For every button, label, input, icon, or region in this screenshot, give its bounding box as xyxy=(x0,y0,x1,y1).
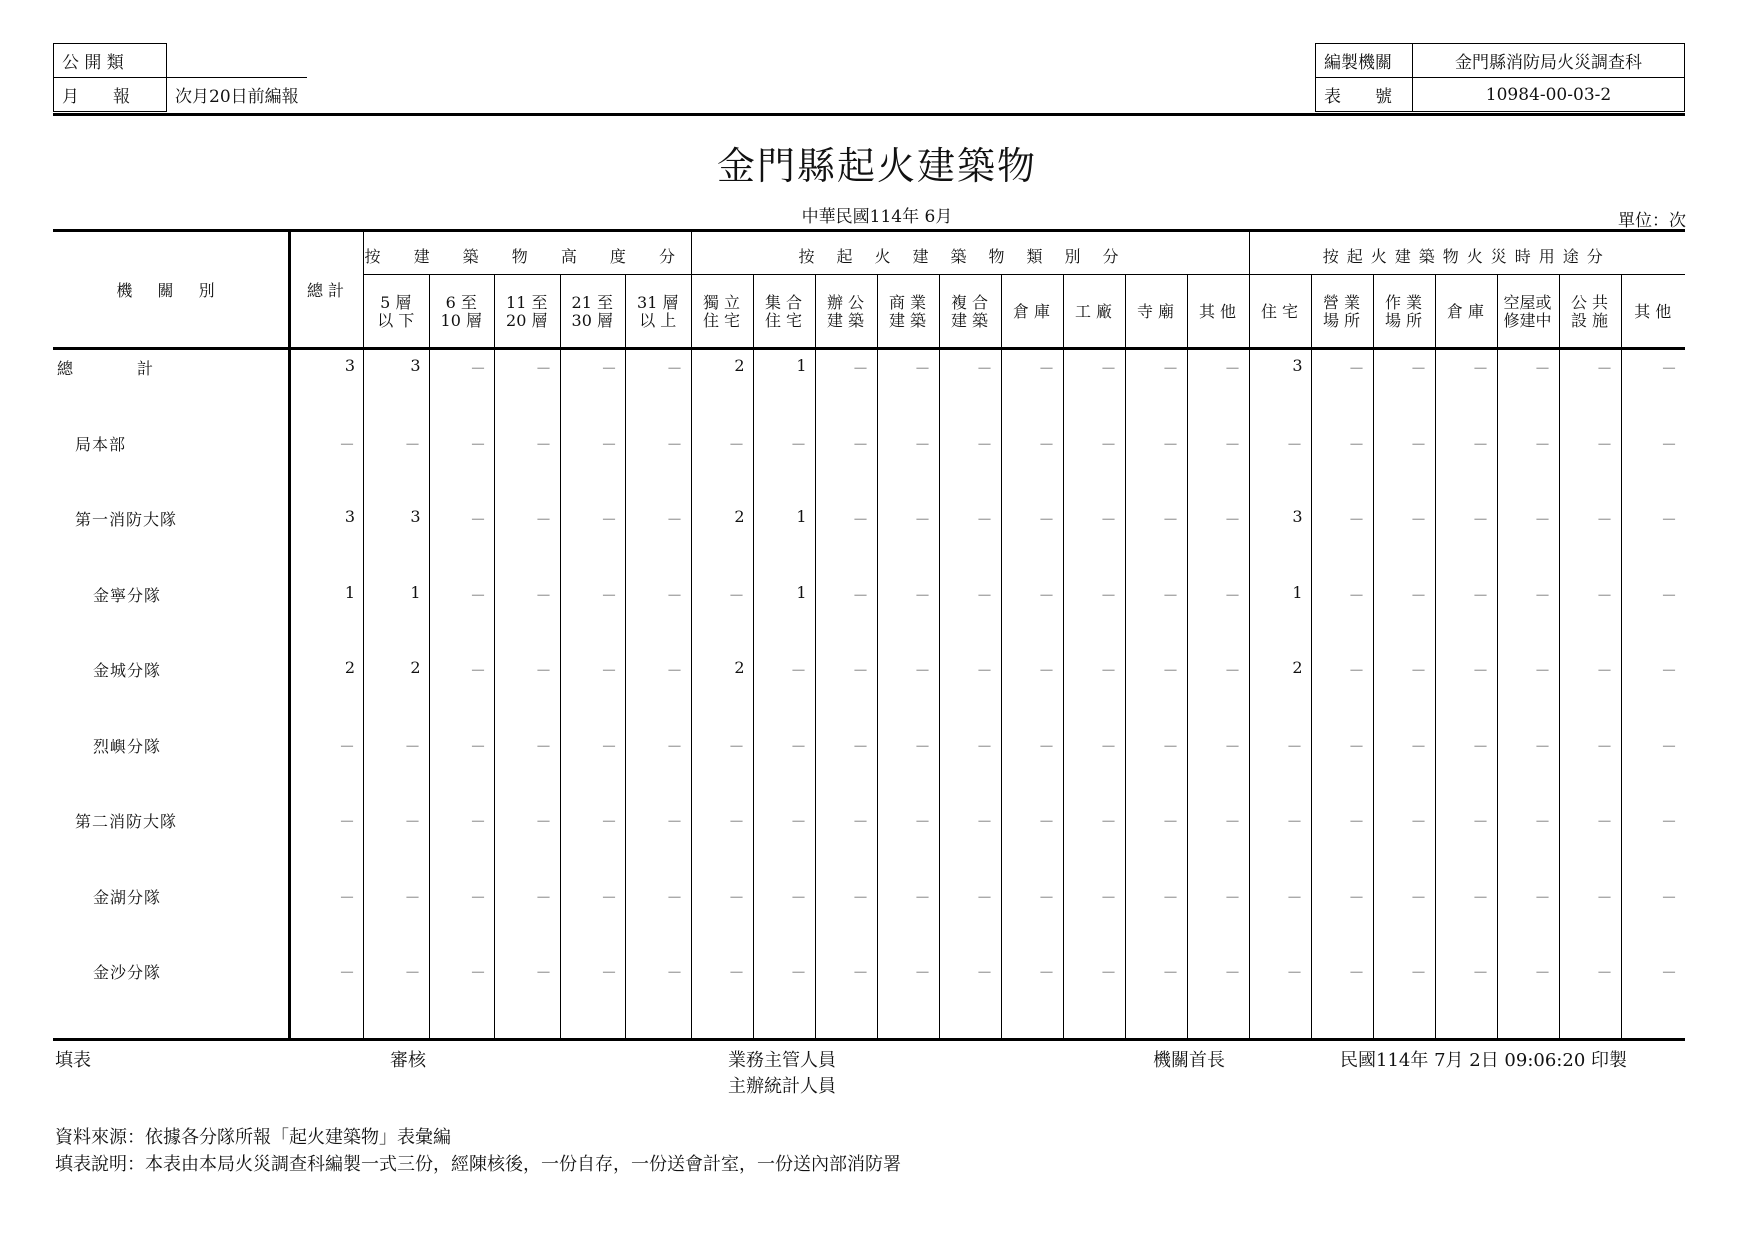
table-cell: 3 xyxy=(410,507,421,526)
row-label: 金寧分隊 xyxy=(93,585,162,605)
table-cell: － xyxy=(404,887,421,907)
header-bottom-rule xyxy=(53,347,1685,350)
table-cell: － xyxy=(666,510,683,529)
table-cell: － xyxy=(1596,585,1613,605)
table-cell: － xyxy=(1224,359,1241,378)
table-cell: － xyxy=(1660,510,1677,529)
column-header: 修建中 xyxy=(1503,311,1552,330)
column-header: 11 至 xyxy=(506,293,548,312)
table-cell: － xyxy=(600,963,617,982)
table-cell: － xyxy=(1100,585,1117,605)
table-cell: － xyxy=(1162,661,1179,680)
table-cell: － xyxy=(1100,736,1117,756)
table-cell: － xyxy=(404,434,421,454)
table-cell: － xyxy=(914,510,931,529)
column-divider xyxy=(494,274,495,1038)
table-cell: － xyxy=(1100,887,1117,907)
table-cell: － xyxy=(1472,359,1489,378)
table-cell: － xyxy=(1286,434,1303,454)
table-cell: － xyxy=(1038,510,1055,529)
footer-printed: 民國114年 7月 2日 09:06:20 印製 xyxy=(1340,1050,1627,1071)
column-header: 21 至 xyxy=(571,293,613,312)
type-group-header: 按起火建築物類別分 xyxy=(798,247,1141,266)
table-cell: － xyxy=(600,736,617,756)
table-cell: 2 xyxy=(344,658,355,677)
agency-value: 金門縣消防局火災調查科 xyxy=(1413,44,1685,78)
column-header: 場 所 xyxy=(1322,311,1361,330)
table-cell: － xyxy=(790,963,807,982)
table-cell: － xyxy=(338,434,355,454)
table-cell: － xyxy=(1348,963,1365,982)
table-cell: － xyxy=(338,887,355,907)
table-cell: － xyxy=(914,887,931,907)
table-cell: － xyxy=(728,963,745,982)
table-cell: － xyxy=(1038,585,1055,605)
page-title: 金門縣起火建築物 xyxy=(716,144,1037,188)
footer-statistician: 主辦統計人員 xyxy=(728,1076,836,1097)
table-cell: － xyxy=(600,812,617,831)
table-cell: － xyxy=(790,887,807,907)
table-cell: － xyxy=(469,812,486,831)
table-cell: － xyxy=(790,434,807,454)
table-cell: － xyxy=(914,359,931,378)
table-cell: － xyxy=(1348,736,1365,756)
column-divider xyxy=(363,232,364,1038)
table-cell: － xyxy=(728,585,745,605)
table-cell: － xyxy=(1596,736,1613,756)
table-cell: － xyxy=(1472,434,1489,454)
column-header: 其 他 xyxy=(1634,302,1672,321)
column-divider xyxy=(1311,274,1312,1038)
column-header: 10 層 xyxy=(440,311,482,330)
agency-box xyxy=(1315,43,1685,112)
table-cell: － xyxy=(404,963,421,982)
table-cell: － xyxy=(976,585,993,605)
table-cell: － xyxy=(666,661,683,680)
table-cell: － xyxy=(1224,963,1241,982)
table-cell: － xyxy=(1038,434,1055,454)
column-header: 工 廠 xyxy=(1074,302,1113,321)
table-cell: － xyxy=(1660,359,1677,378)
table-cell: 2 xyxy=(410,658,421,677)
column-divider xyxy=(1249,232,1250,1038)
column-divider xyxy=(939,274,940,1038)
table-cell: － xyxy=(728,736,745,756)
table-cell: － xyxy=(1660,963,1677,982)
table-cell: － xyxy=(1660,887,1677,907)
table-cell: － xyxy=(852,736,869,756)
table-cell: － xyxy=(1162,585,1179,605)
column-header: 空屋或 xyxy=(1503,293,1552,312)
table-cell: － xyxy=(1410,434,1427,454)
column-divider xyxy=(1063,274,1064,1038)
table-cell: － xyxy=(1286,887,1303,907)
column-header: 場 所 xyxy=(1384,311,1423,330)
table-cell: － xyxy=(666,812,683,831)
table-cell: － xyxy=(852,585,869,605)
column-divider xyxy=(560,274,561,1038)
report-deadline: 次月20日前編報 xyxy=(167,78,307,112)
table-cell: － xyxy=(1348,812,1365,831)
table-cell: － xyxy=(1162,434,1179,454)
table-cell: 3 xyxy=(1292,507,1303,526)
use-group-header: 按起火建築物火災時用途分 xyxy=(1322,247,1611,266)
table-cell: － xyxy=(1660,585,1677,605)
footer-fill: 填表 xyxy=(55,1050,91,1071)
column-header: 住 宅 xyxy=(702,311,741,330)
table-cell: － xyxy=(1038,736,1055,756)
table-cell: － xyxy=(404,736,421,756)
table-cell: － xyxy=(1100,661,1117,680)
column-header: 以 下 xyxy=(377,311,415,330)
table-cell: － xyxy=(1348,510,1365,529)
table-cell: 2 xyxy=(734,356,745,375)
table-cell: － xyxy=(976,661,993,680)
column-divider xyxy=(1435,274,1436,1038)
table-cell: － xyxy=(1162,510,1179,529)
data-source-note: 資料來源：依據各分隊所報「起火建築物」表彙編 xyxy=(55,1127,451,1148)
table-cell: － xyxy=(600,359,617,378)
table-cell: － xyxy=(1410,736,1427,756)
table-cell: － xyxy=(1162,963,1179,982)
table-cell: － xyxy=(600,661,617,680)
table-cell: － xyxy=(1162,359,1179,378)
table-cell: － xyxy=(469,585,486,605)
table-cell: － xyxy=(535,434,552,454)
column-header: 住 宅 xyxy=(764,311,803,330)
table-cell: － xyxy=(1596,963,1613,982)
column-header: 辦 公 xyxy=(826,293,865,312)
table-cell: － xyxy=(666,963,683,982)
table-cell: 2 xyxy=(734,658,745,677)
table-cell: － xyxy=(1286,812,1303,831)
column-header: 倉 庫 xyxy=(1012,302,1051,321)
table-cell: － xyxy=(1660,661,1677,680)
column-header: 6 至 xyxy=(445,293,477,312)
footer-review: 審核 xyxy=(390,1050,426,1071)
table-cell: － xyxy=(600,510,617,529)
table-cell: － xyxy=(1100,510,1117,529)
table-cell: － xyxy=(404,812,421,831)
table-cell: － xyxy=(852,887,869,907)
table-cell: － xyxy=(1534,812,1551,831)
table-cell: － xyxy=(914,585,931,605)
table-cell: － xyxy=(666,736,683,756)
column-header: 集 合 xyxy=(764,293,803,312)
table-cell: － xyxy=(1224,887,1241,907)
table-cell: － xyxy=(1472,812,1489,831)
table-cell: － xyxy=(976,359,993,378)
table-cell: － xyxy=(1596,359,1613,378)
row-label: 金沙分隊 xyxy=(93,963,162,982)
total-header: 總 計 xyxy=(306,281,345,300)
table-cell: － xyxy=(535,359,552,378)
footer-manager: 業務主管人員 xyxy=(728,1050,836,1071)
table-cell: － xyxy=(535,736,552,756)
row-label: 烈嶼分隊 xyxy=(93,736,162,756)
column-divider xyxy=(1187,274,1188,1038)
table-cell: － xyxy=(976,434,993,454)
table-cell: － xyxy=(1472,585,1489,605)
statistics-table xyxy=(53,229,1685,1041)
table-cell: 3 xyxy=(1292,356,1303,375)
table-cell: － xyxy=(1410,585,1427,605)
row-label: 局本部 xyxy=(75,434,127,454)
table-cell: － xyxy=(1348,359,1365,378)
row-label: 第一消防大隊 xyxy=(75,510,178,529)
table-cell: － xyxy=(976,736,993,756)
table-cell: － xyxy=(852,661,869,680)
table-cell: － xyxy=(1348,661,1365,680)
table-cell: － xyxy=(790,736,807,756)
table-cell: － xyxy=(1100,359,1117,378)
column-divider xyxy=(877,274,878,1038)
column-header: 其 他 xyxy=(1198,302,1237,321)
table-cell: － xyxy=(914,434,931,454)
table-cell: － xyxy=(338,963,355,982)
table-cell: － xyxy=(600,434,617,454)
column-header: 設 施 xyxy=(1570,311,1609,330)
table-cell: － xyxy=(728,812,745,831)
form-number-label: 表 號 xyxy=(1316,78,1413,112)
table-cell: － xyxy=(666,434,683,454)
table-cell: － xyxy=(852,359,869,378)
table-cell: － xyxy=(976,510,993,529)
table-cell: － xyxy=(1224,434,1241,454)
row-label: 第二消防大隊 xyxy=(75,812,178,831)
table-cell: － xyxy=(469,736,486,756)
table-cell: － xyxy=(1534,585,1551,605)
table-cell: － xyxy=(1224,661,1241,680)
table-cell: － xyxy=(914,812,931,831)
table-cell: 3 xyxy=(410,356,421,375)
table-cell: － xyxy=(666,585,683,605)
table-cell: － xyxy=(1286,963,1303,982)
column-header: 獨 立 xyxy=(702,293,741,312)
table-cell: － xyxy=(1410,887,1427,907)
table-cell: － xyxy=(1472,510,1489,529)
table-cell: 3 xyxy=(344,507,355,526)
table-cell: － xyxy=(535,812,552,831)
table-cell: 1 xyxy=(344,582,355,602)
table-cell: － xyxy=(914,963,931,982)
column-header: 31 層 xyxy=(637,293,679,312)
table-cell: － xyxy=(1596,510,1613,529)
table-cell: － xyxy=(1534,736,1551,756)
column-header: 營 業 xyxy=(1322,293,1361,312)
table-cell: － xyxy=(1410,963,1427,982)
table-cell: － xyxy=(976,887,993,907)
table-cell: － xyxy=(1534,434,1551,454)
footer-chief: 機關首長 xyxy=(1153,1050,1225,1071)
table-cell: － xyxy=(1100,812,1117,831)
table-cell: 2 xyxy=(734,507,745,526)
table-cell: － xyxy=(666,359,683,378)
column-divider xyxy=(1559,274,1560,1038)
table-cell: － xyxy=(1162,812,1179,831)
column-header: 建 築 xyxy=(826,311,865,330)
table-cell: － xyxy=(1100,434,1117,454)
table-cell: － xyxy=(338,812,355,831)
table-cell: － xyxy=(852,510,869,529)
table-cell: － xyxy=(1534,359,1551,378)
table-cell: － xyxy=(1224,812,1241,831)
table-cell: － xyxy=(600,887,617,907)
table-cell: － xyxy=(1410,359,1427,378)
column-header: 住 宅 xyxy=(1260,302,1299,321)
table-cell: － xyxy=(1410,510,1427,529)
table-cell: － xyxy=(1660,812,1677,831)
column-header: 寺 廟 xyxy=(1136,302,1175,321)
column-divider xyxy=(429,274,430,1038)
table-cell: － xyxy=(976,963,993,982)
table-cell: － xyxy=(1596,887,1613,907)
column-header: 30 層 xyxy=(571,311,613,330)
table-cell: － xyxy=(338,736,355,756)
table-cell: － xyxy=(1596,812,1613,831)
table-cell: 1 xyxy=(796,356,807,375)
table-cell: 3 xyxy=(344,356,355,375)
column-divider xyxy=(753,274,754,1038)
table-cell: 1 xyxy=(796,507,807,526)
column-header: 倉 庫 xyxy=(1446,302,1485,321)
column-divider xyxy=(1125,274,1126,1038)
table-cell: － xyxy=(469,963,486,982)
column-divider xyxy=(1497,274,1498,1038)
table-cell: － xyxy=(469,434,486,454)
row-label: 金湖分隊 xyxy=(93,887,162,907)
group-header-rule xyxy=(363,274,1685,275)
table-cell: － xyxy=(1224,510,1241,529)
public-class-label: 公 開 類 xyxy=(54,44,167,78)
table-cell: － xyxy=(790,661,807,680)
column-divider xyxy=(288,232,291,1038)
table-cell: － xyxy=(1472,963,1489,982)
table-cell: － xyxy=(914,661,931,680)
column-header: 公 共 xyxy=(1570,293,1609,312)
column-header: 作 業 xyxy=(1384,293,1423,312)
column-header: 5 層 xyxy=(380,293,412,312)
stub-header: 機 關 別 xyxy=(116,281,225,300)
row-label: 金城分隊 xyxy=(93,661,162,680)
column-divider xyxy=(815,274,816,1038)
classification-box xyxy=(53,43,307,112)
table-cell: － xyxy=(1348,434,1365,454)
table-cell: － xyxy=(535,585,552,605)
table-cell: － xyxy=(1162,887,1179,907)
table-cell: － xyxy=(1472,887,1489,907)
column-header: 建 築 xyxy=(888,311,927,330)
table-cell: － xyxy=(852,963,869,982)
table-cell: － xyxy=(790,812,807,831)
table-cell: － xyxy=(1224,736,1241,756)
table-cell: － xyxy=(1660,736,1677,756)
table-cell: － xyxy=(1410,812,1427,831)
header-rule xyxy=(53,113,1685,116)
table-cell: － xyxy=(1038,963,1055,982)
table-cell: － xyxy=(1534,661,1551,680)
table-cell: － xyxy=(1472,736,1489,756)
table-cell: － xyxy=(535,510,552,529)
form-number-value: 10984-00-03-2 xyxy=(1413,78,1685,112)
table-cell: － xyxy=(1286,736,1303,756)
table-cell: － xyxy=(469,510,486,529)
table-cell: － xyxy=(1660,434,1677,454)
table-cell: － xyxy=(535,963,552,982)
table-cell: － xyxy=(1534,963,1551,982)
table-cell: － xyxy=(1534,510,1551,529)
unit-label: 單位：次 xyxy=(1618,211,1686,231)
table-cell: 1 xyxy=(796,582,807,602)
column-header: 20 層 xyxy=(506,311,548,330)
report-type-label: 月 報 xyxy=(54,78,167,112)
table-cell: 1 xyxy=(410,582,421,602)
column-header: 以 上 xyxy=(639,311,677,330)
table-cell: － xyxy=(976,812,993,831)
column-divider xyxy=(1373,274,1374,1038)
table-cell: － xyxy=(1596,434,1613,454)
table-cell: － xyxy=(1224,585,1241,605)
table-cell: － xyxy=(469,359,486,378)
column-divider xyxy=(691,232,692,1038)
table-cell: 2 xyxy=(1292,658,1303,677)
agency-label: 編製機關 xyxy=(1316,44,1413,78)
table-cell: － xyxy=(1038,812,1055,831)
table-cell: － xyxy=(535,887,552,907)
table-cell: － xyxy=(1038,359,1055,378)
table-cell: － xyxy=(852,434,869,454)
table-cell: 1 xyxy=(1292,582,1303,602)
table-cell: － xyxy=(1038,887,1055,907)
table-cell: － xyxy=(469,661,486,680)
column-divider xyxy=(625,274,626,1038)
height-group-header: 按 建 築 物 高 度 分 xyxy=(364,247,690,266)
row-label: 總 計 xyxy=(57,359,154,378)
table-cell: － xyxy=(1534,887,1551,907)
table-cell: － xyxy=(600,585,617,605)
table-cell: － xyxy=(1162,736,1179,756)
table-cell: － xyxy=(1038,661,1055,680)
explanation-note: 填表說明：本表由本局火災調查科編製一式三份，經陳核後，一份自存，一份送會計室，一份送內部消防署 xyxy=(55,1154,901,1175)
column-header: 商 業 xyxy=(888,293,927,312)
column-divider xyxy=(1621,274,1622,1038)
table-cell: － xyxy=(728,434,745,454)
table-cell: － xyxy=(1348,585,1365,605)
table-cell: － xyxy=(1348,887,1365,907)
column-header: 複 合 xyxy=(950,293,989,312)
table-cell: － xyxy=(1100,963,1117,982)
table-cell: － xyxy=(914,736,931,756)
table-cell: － xyxy=(666,887,683,907)
table-cell: － xyxy=(1596,661,1613,680)
table-cell: － xyxy=(535,661,552,680)
table-cell: － xyxy=(469,887,486,907)
table-cell: － xyxy=(728,887,745,907)
column-header: 建 築 xyxy=(950,311,989,330)
report-period: 中華民國114年 6月 xyxy=(801,207,953,227)
table-cell: － xyxy=(1472,661,1489,680)
table-cell: － xyxy=(852,812,869,831)
table-cell: － xyxy=(1410,661,1427,680)
column-divider xyxy=(1001,274,1002,1038)
